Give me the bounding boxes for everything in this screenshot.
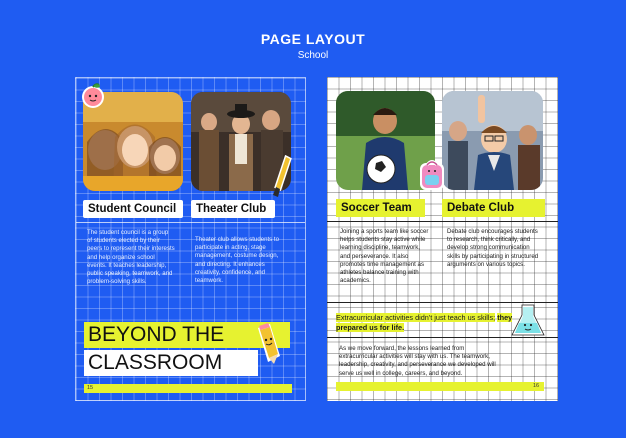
right-divider-3 bbox=[327, 337, 558, 338]
left-page bbox=[75, 77, 306, 401]
right-page-number: 16 bbox=[533, 383, 540, 389]
headline-line-2: CLASSROOM bbox=[84, 350, 258, 376]
right-divider-1 bbox=[327, 221, 558, 222]
layout-subtitle: School bbox=[297, 50, 329, 61]
soccer-team-description: Joining a sports team like soccer helps students stay active while learning discipline, teamwork, and perseverance. It also promotes time management as athletes balance training with academics. bbox=[340, 228, 429, 285]
right-page bbox=[327, 77, 558, 401]
backpack-sticker-icon bbox=[417, 157, 447, 191]
highlight-quote bbox=[336, 313, 523, 333]
highlight-quote-part1: Extracurricular activities didn't just teach us skills; bbox=[336, 313, 496, 322]
theater-club-label: Theater Club bbox=[191, 200, 275, 218]
left-divider-1 bbox=[76, 222, 306, 223]
theater-club-description: Theater club allows students to participate in acting, stage management, costume design, and directing. It enhances creativity, confidence, and teamwork. bbox=[195, 236, 280, 285]
debate-club-label: Debate Club bbox=[442, 199, 545, 217]
closing-paragraph: As we move forward, the lessons learned from extracurricular activities will stay with us. The teamwork, leadership, creativity, and perseverance we developed will serve us well in college, careers, and beyond. bbox=[339, 345, 496, 377]
student-council-label: Student Council bbox=[83, 200, 183, 218]
headline-line-1: BEYOND THE bbox=[84, 322, 290, 348]
left-footer-bar bbox=[84, 384, 292, 393]
apple-sticker-icon bbox=[80, 81, 106, 109]
right-footer-bar bbox=[336, 382, 544, 391]
flask-sticker-icon bbox=[510, 303, 546, 339]
paintbrush-sticker-icon bbox=[272, 155, 292, 199]
debate-club-photo bbox=[442, 91, 543, 190]
pencil-sticker-icon bbox=[252, 322, 282, 366]
student-council-description: The student council is a group of students elected by their peers to represent their interests and help organize school events. It teaches leadership, public speaking, teamwork, and problem-solving skills. bbox=[87, 229, 175, 286]
left-page-number: 15 bbox=[87, 385, 94, 391]
soccer-team-label: Soccer Team bbox=[336, 199, 425, 217]
layout-title: PAGE LAYOUT bbox=[260, 31, 366, 47]
highlight-quote-part2: they prepared us for life. bbox=[336, 313, 513, 332]
debate-club-description: Debate club encourages students to research, think critically, and develop strong communication skills by participating in structured arguments on various topics. bbox=[447, 228, 539, 268]
